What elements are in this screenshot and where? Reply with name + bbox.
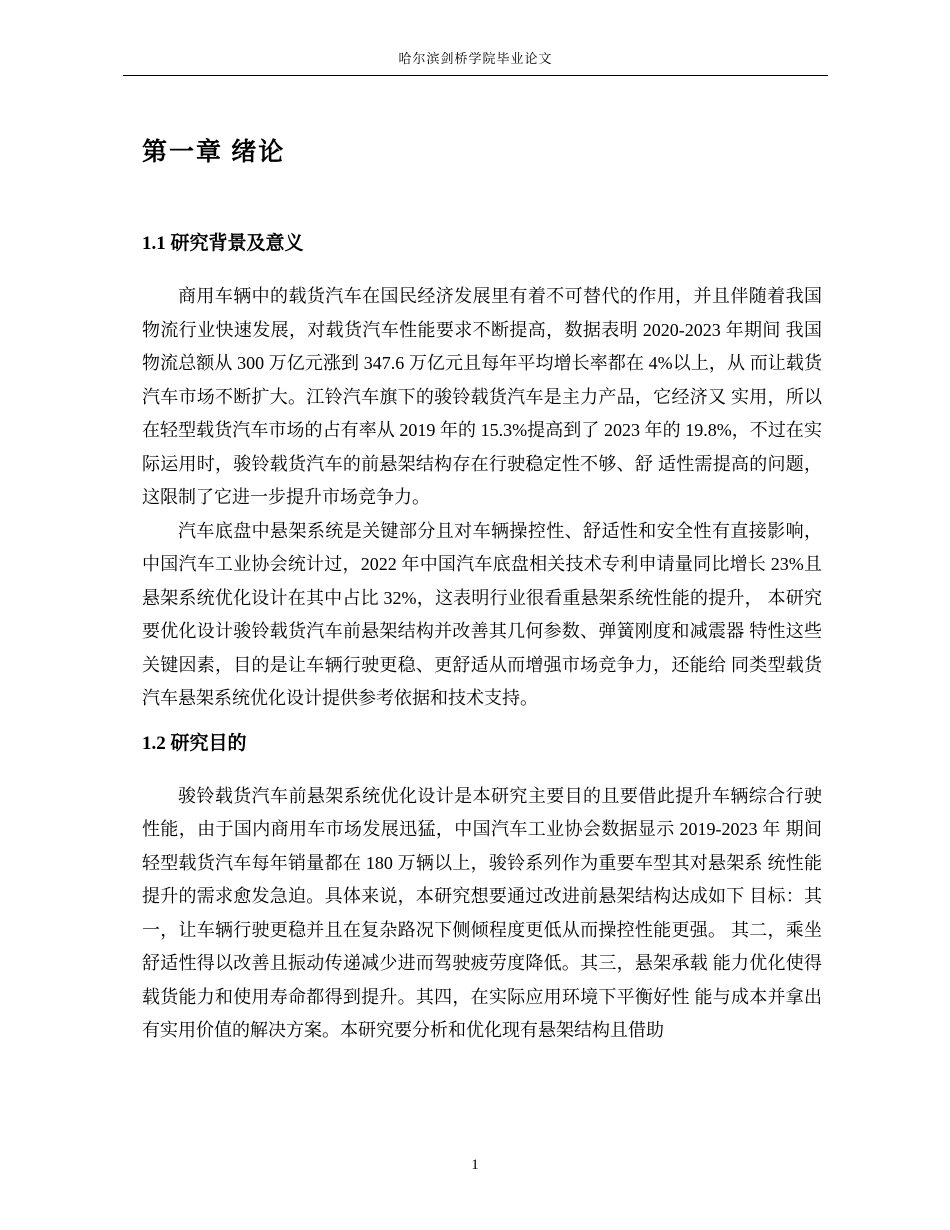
section-heading-1-2: 1.2 研究目的 [142, 732, 247, 754]
paragraph-background-2: 汽车底盘中悬架系统是关键部分且对车辆操控性、舒适性和安全性有直接影响，中国汽车工业协会统计过，2022 年中国汽车底盘相关技术专利申请量同比增长 23%且悬架系统优化设计在其中占比 32%，这表明行业很看重悬架系统性能的提升， 本研究要优化设计骏铃载货汽车前悬架结构并改善其几何参数、弹簧刚度和减震器 特性这些关键因素，目的是让车辆行驶更稳、更舒适从而增强市场竞争力，还能给 同类型载货汽车悬架系统优化设计提供参考依据和技术支持。 [142, 520, 822, 708]
page-number: 1 [471, 1157, 479, 1173]
paragraph-purpose-1: 骏铃载货汽车前悬架系统优化设计是本研究主要目的且要借此提升车辆综合行驶性能，由于国内商用车市场发展迅猛，中国汽车工业协会数据显示 2019-2023 年 期间轻型载货汽车每年销量都在 180 万辆以上，骏铃系列作为重要车型其对悬架系 统性能提升的需求愈发急迫。具体来说，本研究想要通过改进前悬架结构达成如下 目标：其一，让车辆行驶更稳并且在复杂路况下侧倾程度更低从而操控性能更强。 其二，乘坐舒适性得以改善且振动传递减少进而驾驶疲劳度降低。其三，悬架承载 能力优化使得载货能力和使用寿命都得到提升。其四，在实际应用环境下平衡好性 能与成本并拿出有实用价值的解决方案。本研究要分析和优化现有悬架结构且借助 [142, 785, 822, 1040]
paragraph-background-1: 商用车辆中的载货汽车在国民经济发展里有着不可替代的作用，并且伴随着我国物流行业快速发展，对载货汽车性能要求不断提高，数据表明 2020-2023 年期间 我国物流总额从 300 万亿元涨到 347.6 万亿元且每年平均增长率都在 4%以上，从 而让载货汽车市场不断扩大。江铃汽车旗下的骏铃载货汽车是主力产品，它经济又 实用，所以在轻型载货汽车市场的占有率从 2019 年的 15.3%提高到了 2023 年的 19.8%，不过在实际运用时，骏铃载货汽车的前悬架结构存在行驶稳定性不够、舒 适性需提高的问题，这限制了它进一步提升市场竞争力。 [142, 286, 822, 507]
chapter-title: 第一章 绪论 [142, 139, 286, 166]
section-heading-1-1: 1.1 研究背景及意义 [142, 233, 304, 254]
header-title: 哈尔滨剑桥学院毕业论文 [398, 51, 553, 66]
page-header [123, 48, 828, 76]
document-content [142, 76, 822, 1048]
page-footer [0, 1157, 950, 1174]
